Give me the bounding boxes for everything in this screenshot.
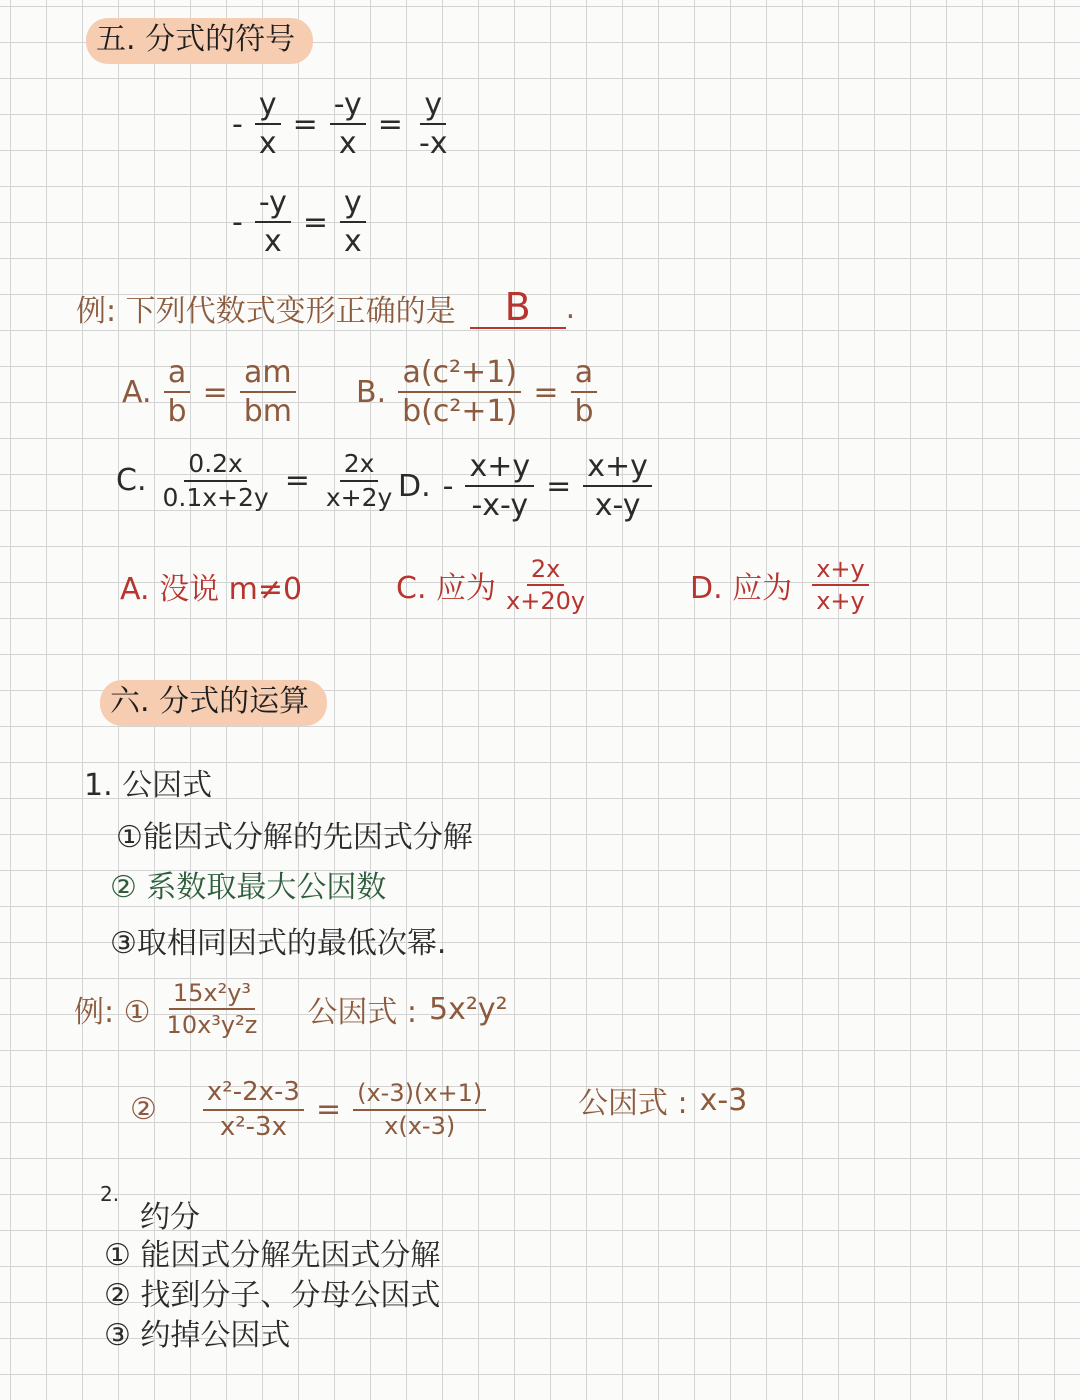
option-d: D. - $\frac{x+y}{-x-y}$ = $\frac{x+y}{x-y}$ bbox=[392, 450, 658, 522]
item-2-number: 2. bbox=[100, 1182, 120, 1206]
sign-equation-1: - $\frac{y}{x}$ = $\frac{-y}{x}$ = $\frac{y}{-x}$ bbox=[226, 88, 458, 160]
item-2-step-2: ② 找到分子、分母公因式 bbox=[104, 1278, 441, 1313]
fraction: $\frac{\text{15x²y³}}{\text{10x³y²z}}$ bbox=[166, 979, 258, 1040]
fraction: $\frac{\text{x²-2x-3}}{\text{x²-3x}}$ bbox=[203, 1078, 304, 1141]
common-factor-2: x-3 bbox=[699, 1082, 748, 1118]
fraction: $\frac{am}{bm}$ bbox=[240, 356, 296, 428]
section-6-heading: 六. 分式的运算 bbox=[100, 680, 327, 726]
option-a: A. $\frac{a}{b}$ = $\frac{am}{bm}$ bbox=[116, 356, 302, 428]
item-1-step-1: ①能因式分解的先因式分解 bbox=[116, 820, 473, 855]
note-a: A. 没说 m≠0 bbox=[120, 572, 303, 607]
sign-equation-2: - $\frac{-y}{x}$ = $\frac{y}{x}$ bbox=[226, 186, 372, 258]
item-2-title: 约分 bbox=[140, 1200, 200, 1235]
item-1-step-3: ③取相同因式的最低次幂. bbox=[110, 926, 447, 961]
fraction: $\frac{y}{x}$ bbox=[340, 186, 366, 258]
fraction: $\frac{x+y}{x+y}$ bbox=[812, 556, 869, 615]
answer-blank: B bbox=[470, 287, 566, 329]
note-c: C. 应为 $\frac{2x}{x+20y}$ bbox=[396, 556, 595, 615]
item-2-step-1: ① 能因式分解先因式分解 bbox=[104, 1238, 441, 1273]
example-2: ② $\frac{\text{x²-2x-3}}{\text{x²-3x}}$ = $\frac{(x-3)(x+1)}{x(x-3)}$ bbox=[124, 1078, 492, 1141]
fraction: $\frac{y}{-x}$ bbox=[418, 87, 448, 161]
item-1-step-2: ② 系数取最大公因数 bbox=[110, 870, 387, 905]
note-d: D. 应为 $\frac{x+y}{x+y}$ bbox=[690, 556, 875, 615]
option-c: C. $\frac{0.2x}{0.1x+2y}$ = $\frac{2x}{x+2y}$ bbox=[110, 450, 402, 511]
fraction: $\frac{x+y}{x-y}$ bbox=[583, 450, 652, 522]
example-2-result: 公因式 : x-3 bbox=[578, 1082, 748, 1121]
item-2-step-3: ③ 约掉公因式 bbox=[104, 1318, 291, 1353]
fraction: $\frac{x+y}{-x-y}$ bbox=[465, 450, 534, 522]
fraction: $\frac{a}{b}$ bbox=[570, 356, 597, 428]
fraction: $\frac{2x}{x+20y}$ bbox=[506, 555, 586, 616]
common-factor-1: 5x²y² bbox=[429, 991, 508, 1027]
example-1: 例: ① $\frac{\text{15x²y³}}{\text{10x³y²z}}$ 公因式 : 5x²y² bbox=[74, 979, 508, 1040]
option-b: B. $\frac{\text{a(c²+1)}}{\text{b(c²+1)}}$ = $\frac{a}{b}$ bbox=[350, 356, 604, 428]
fraction: $\frac{y}{x}$ bbox=[255, 88, 281, 160]
fraction: $\frac{-y}{x}$ bbox=[330, 88, 366, 160]
example-question: 例: 下列代数式变形正确的是 B . bbox=[76, 285, 576, 329]
fraction: $\frac{0.2x}{0.1x+2y}$ bbox=[162, 449, 269, 512]
fraction: $\frac{\text{a(c²+1)}}{\text{b(c²+1)}}$ bbox=[398, 356, 521, 428]
fraction: $\frac{-y}{x}$ bbox=[255, 186, 291, 258]
item-1-title: 1. 公因式 bbox=[84, 768, 213, 803]
fraction: $\frac{2x}{x+2y}$ bbox=[325, 449, 393, 512]
section-5-heading: 五. 分式的符号 bbox=[86, 18, 313, 64]
fraction: $\frac{a}{b}$ bbox=[164, 356, 191, 428]
fraction: $\frac{(x-3)(x+1)}{x(x-3)}$ bbox=[353, 1080, 486, 1139]
